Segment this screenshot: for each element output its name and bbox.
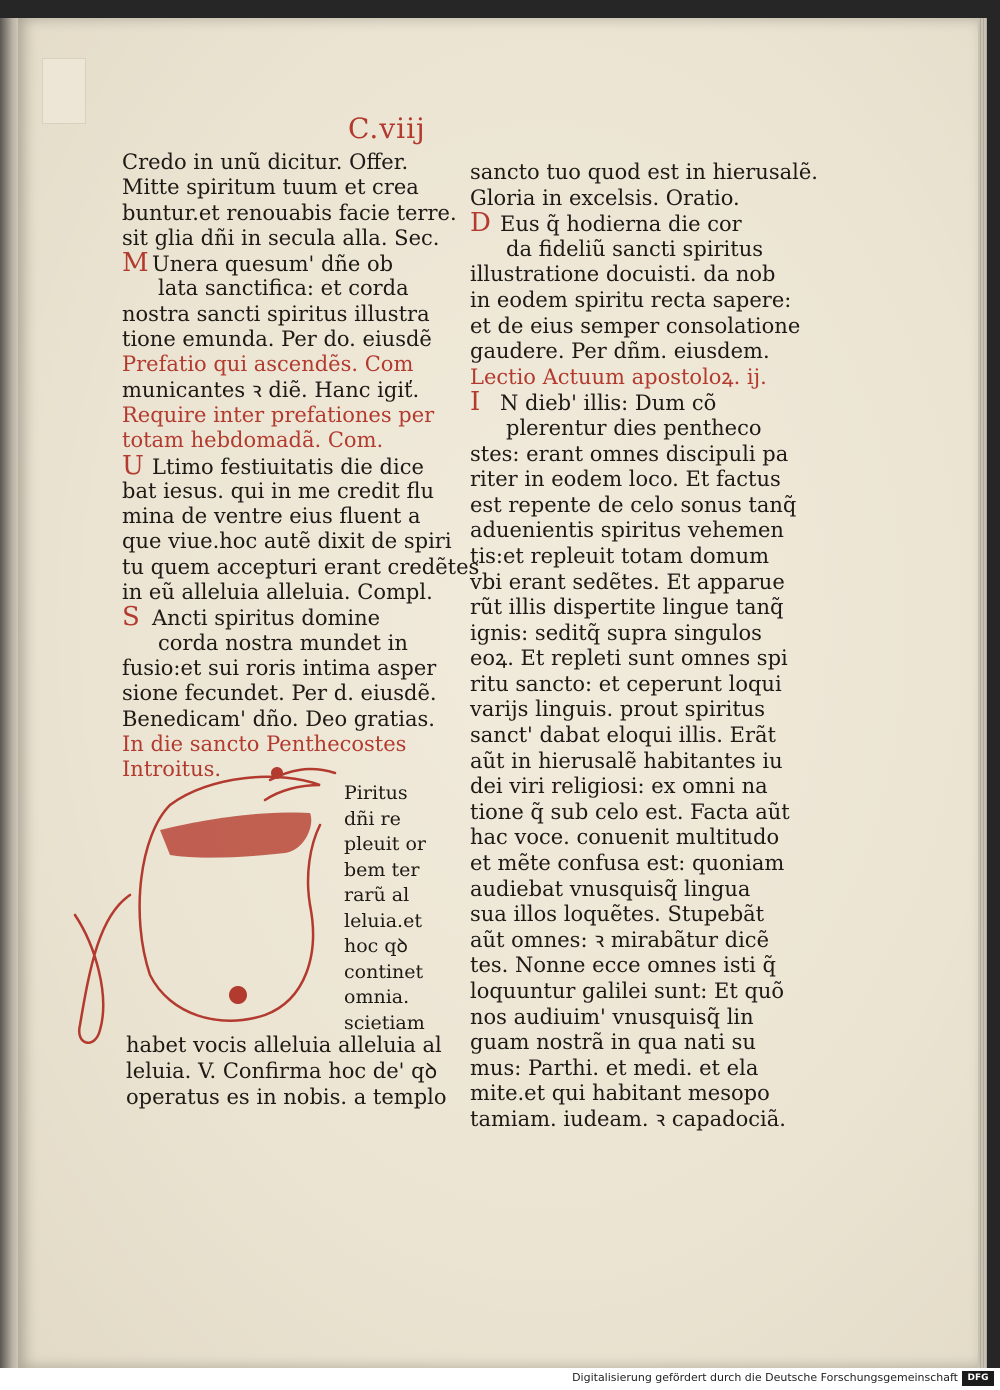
text-line: fusio:et sui roris intima asper	[122, 655, 437, 680]
decorated-initial-s	[70, 765, 350, 1055]
text-line: in eodem spiritu recta sapere:	[470, 287, 792, 312]
text-line: hoc qꝺ	[344, 935, 408, 957]
text-line: dñi re	[344, 807, 401, 830]
text-line: guam nostrã in qua nati su	[470, 1030, 756, 1055]
text-line: rarũ al	[344, 884, 410, 906]
text-line: que viue.hoc autẽ dixit de spiri	[122, 529, 452, 554]
text-line: lata sanctifica: et corda	[158, 276, 409, 301]
text-line: corda nostra mundet in	[158, 630, 408, 655]
text-line: et mẽte confusa est: quoniam	[470, 851, 785, 876]
text-line: ritu sancto: et ceperunt loqui	[470, 671, 782, 696]
folio-number: C.viij	[348, 112, 426, 145]
text-line: Piritus	[344, 782, 408, 804]
text-line: D Eus q̃ hodierna die cor	[470, 208, 742, 239]
text-line: tamiam. iudeam. ꝛ capadociã.	[470, 1106, 786, 1131]
text-line: mus: Parthi. et medi. et ela	[470, 1055, 759, 1080]
rubric-line: Introitus.	[122, 757, 222, 782]
initial-d: D	[470, 208, 491, 239]
text-line: nos audiuim' vnusquisq̃ lin	[470, 1004, 754, 1029]
text-line: leluia.et	[344, 909, 422, 932]
text-line: vbi erant sedẽtes. Et apparue	[470, 569, 785, 594]
initial-u: U	[122, 450, 144, 481]
rubric-line: Require inter prefationes per	[122, 402, 435, 427]
text-line: aũt omnes: ꝛ mirabãtur dicẽ	[470, 927, 770, 952]
text-line: U Ltimo festiuitatis die dice	[122, 450, 424, 481]
rubric-line: totam hebdomadã. Com.	[122, 428, 384, 453]
text-line: hac voce. conuenit multitudo	[470, 825, 780, 850]
text-line: gaudere. Per dñm. eiusdem.	[470, 339, 770, 364]
text-line: plerentur dies pentheco	[506, 415, 762, 440]
text-line: sit glia dñi in secula alla. Sec.	[122, 225, 440, 250]
rubric-line: In die sancto Penthecostes	[122, 731, 407, 756]
text-line: audiebat vnusquisq̃ lingua	[470, 876, 751, 901]
funding-credit: Digitalisierung gefördert durch die Deutsche Forschungsgemeinschaft	[572, 1371, 958, 1384]
text-line: da fideliũ sancti spiritus	[506, 236, 763, 261]
left-column-tail	[126, 1032, 447, 1110]
text-line: dei viri religiosi: ex omni na	[470, 774, 768, 799]
initial-m: M	[122, 248, 149, 279]
text-line: est repente de celo sonus tanq̃	[470, 492, 797, 517]
text-line: tione q̃ sub celo est. Facta aũt	[470, 799, 790, 824]
text-line: municantes ꝛ diẽ. Hanc igiť.	[122, 377, 420, 402]
initial-i: I	[470, 387, 481, 418]
text-line: aduenientis spiritus vehemen	[470, 518, 784, 543]
text-line: I N dieb' illis: Dum cõ	[470, 387, 717, 418]
text-line: M Unera quesum' dñe ob	[122, 248, 394, 279]
left-column	[122, 150, 480, 782]
text-line: stes: erant omnes discipuli pa	[470, 441, 789, 466]
text-line: aũt in hierusalẽ habitantes iu	[470, 748, 783, 773]
text-line: bat iesus. qui in me credit flu	[122, 478, 434, 503]
text-line: sancto tuo quod est in hierusalẽ.	[470, 160, 818, 184]
right-column	[470, 160, 818, 1133]
text-line: mite.et qui habitant mesopo	[470, 1081, 770, 1106]
text-line: riter in eodem loco. Et factus	[470, 467, 781, 492]
text-line: sione fecundet. Per d. eiusdẽ.	[122, 681, 437, 706]
text-line: illustratione docuisti. da nob	[470, 262, 776, 287]
text-line: ignis: seditq̃ supra singulos	[470, 620, 762, 645]
text-line: Credo in unũ dicitur. Offer.	[122, 150, 409, 174]
text-line: sanct' dabat eloqui illis. Erãt	[470, 723, 776, 748]
text-line: pleuit or	[344, 833, 426, 855]
text-line: mina de ventre eius fluent a	[122, 504, 421, 529]
text-line: tes. Nonne ecce omnes isti q̃	[470, 953, 776, 978]
text-line: operatus es in nobis. a templo	[126, 1085, 447, 1109]
footer-bar	[0, 1368, 1000, 1390]
text-line: tione emunda. Per do. eiusdẽ	[122, 327, 432, 352]
paper-bookmark	[42, 58, 86, 124]
text-line: continet	[344, 960, 424, 983]
initial-side-text	[344, 781, 426, 1036]
text-line: buntur.et renouabis facie terre.	[122, 200, 457, 225]
initial-s: S	[122, 602, 140, 633]
text-line: Gloria in excelsis. Oratio.	[470, 185, 740, 210]
text-line: loquuntur galilei sunt: Et quõ	[470, 979, 785, 1003]
text-line: tu quem accepturi erant credẽtes	[122, 554, 480, 579]
text-line: leluia. V. Confirma hoc de' qꝺ	[126, 1059, 438, 1083]
text-line: nostra sancti spiritus illustra	[122, 301, 430, 326]
text-line: eoꝝ. Et repleti sunt omnes spi	[470, 646, 788, 671]
text-line: rũt illis dispertite lingue tanq̃	[470, 595, 784, 620]
previous-page-edge	[0, 18, 18, 1368]
text-line: et de eius semper consolatione	[470, 313, 801, 338]
text-line: varijs linguis. prout spiritus	[470, 697, 766, 722]
text-line: Mitte spiritum tuum et crea	[122, 175, 419, 200]
text-line: in eũ alleluia alleluia. Compl.	[122, 580, 433, 605]
text-line: omnia.	[344, 986, 410, 1008]
text-line: sua illos loquẽtes. Stupebãt	[470, 902, 765, 927]
dfg-logo: DFG	[962, 1371, 994, 1386]
rubric-line: Lectio Actuum apostoloꝝ. ij.	[470, 364, 767, 389]
text-line: bem ter	[344, 858, 420, 881]
text-line: Benedicam' dño. Deo gratias.	[122, 706, 435, 731]
text-line: S Ancti spiritus domine	[122, 602, 381, 633]
text-line: tis:et repleuit totam domum	[470, 543, 770, 568]
text-line: habet vocis alleluia alleluia al	[126, 1033, 442, 1057]
text-line: scietiam	[344, 1011, 425, 1034]
rubric-line: Prefatio qui ascendẽs. Com	[122, 352, 414, 377]
